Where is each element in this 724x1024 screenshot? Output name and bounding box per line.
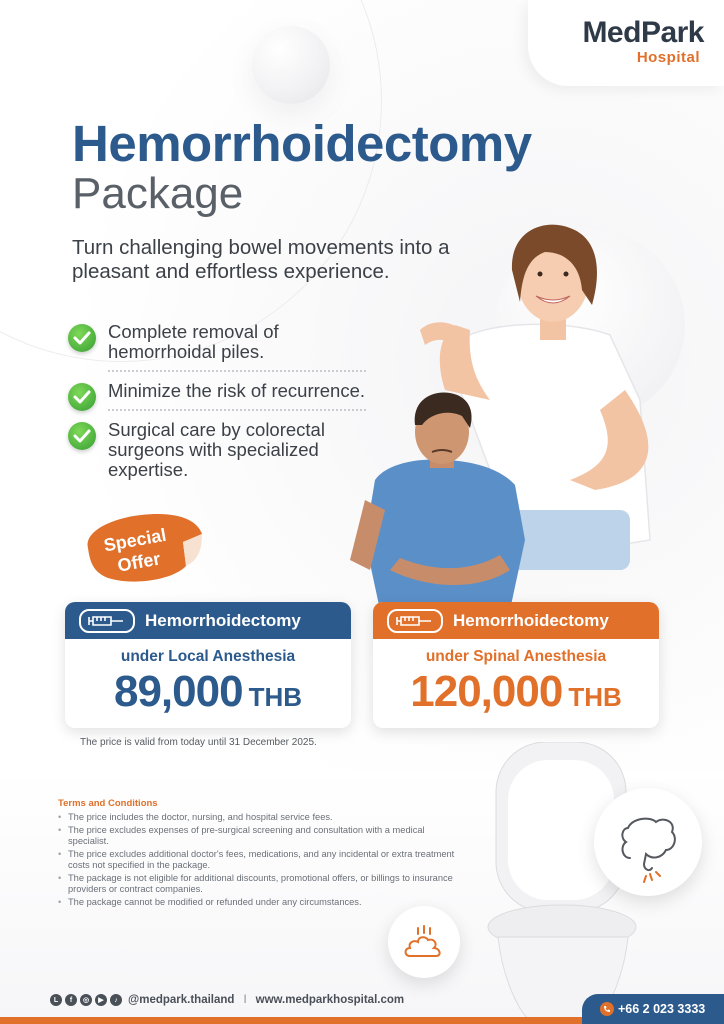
check-icon: [68, 324, 96, 352]
terms-item: • The price includes the doctor, nursing, and hospital service fees.: [58, 812, 458, 824]
dotted-divider: [108, 409, 366, 411]
price-card-local[interactable]: [65, 602, 351, 728]
feature-list: [68, 322, 378, 480]
feature-item: [68, 420, 378, 480]
terms-item: • The price excludes additional doctor's fees, medications, and any incidental or extra treatment costs not specified in the package.: [58, 849, 458, 872]
phone-number: +66 2 023 3333: [618, 1002, 706, 1016]
feature-text: Complete removal of hemorrhoidal piles.: [108, 321, 279, 362]
price-card-spinal[interactable]: [373, 602, 659, 728]
offer-line-2: Offer: [116, 548, 162, 576]
stool-icon: [388, 906, 460, 978]
line-icon[interactable]: L: [50, 994, 62, 1006]
dotted-divider: [108, 370, 366, 372]
logo-wordmark: MedPark: [582, 16, 704, 49]
tiktok-icon[interactable]: ♪: [110, 994, 122, 1006]
decorative-sphere: [252, 26, 330, 104]
package-name: Hemorrhoidectomy: [453, 610, 609, 630]
patients-illustration: [340, 210, 724, 610]
logo-subtitle: Hospital: [636, 49, 700, 66]
footer-separator: I: [243, 994, 247, 1006]
logo-block[interactable]: [528, 0, 724, 86]
syringe-icon: [387, 609, 443, 633]
feature-item: [68, 381, 378, 401]
special-offer-badge: [78, 508, 206, 588]
instagram-icon[interactable]: ◎: [80, 994, 92, 1006]
package-name: Hemorrhoidectomy: [145, 610, 301, 630]
colon-bubble: [594, 788, 702, 896]
page-subtitle: Package: [72, 169, 244, 218]
feature-text: Minimize the risk of recurrence.: [108, 380, 366, 401]
facebook-icon[interactable]: f: [65, 994, 77, 1006]
package-price: [65, 667, 351, 719]
terms-item: • The package cannot be modified or refunded under any circumstances.: [58, 897, 458, 909]
terms-section: [58, 798, 458, 909]
social-handle[interactable]: @medpark.thailand: [128, 994, 235, 1006]
youtube-icon[interactable]: ▶: [95, 994, 107, 1006]
package-price: [373, 667, 659, 719]
check-icon: [68, 383, 96, 411]
card-header: [65, 602, 351, 639]
price-currency: THB: [248, 682, 302, 712]
price-value: 120,000: [410, 667, 563, 716]
website-link[interactable]: www.medparkhospital.com: [255, 994, 405, 1006]
terms-item: • The price excludes expenses of pre-surgical screening and consultation with a medical specialist.: [58, 825, 458, 848]
anesthesia-label: under Local Anesthesia: [120, 648, 296, 665]
colon-icon: [594, 788, 702, 896]
offer-line-1: Special: [102, 524, 168, 556]
phone-contact[interactable]: [582, 994, 724, 1024]
footer-contacts: [50, 994, 404, 1006]
price-currency: THB: [568, 682, 622, 712]
tagline: Turn challenging bowel movements into a pleasant and effortless experience.: [72, 236, 450, 283]
terms-title: Terms and Conditions: [58, 798, 158, 809]
terms-item: • The package is not eligible for additional discounts, promotional offers, or billings to insurance providers or contract companies.: [58, 873, 458, 896]
feature-item: [68, 322, 378, 362]
terms-list: [58, 812, 458, 908]
page-title: Hemorrhoidectomy: [72, 115, 532, 172]
check-icon: [68, 422, 96, 450]
phone-icon: [600, 1002, 614, 1016]
syringe-icon: [79, 609, 135, 633]
feature-text: Surgical care by colorectal surgeons with specialized expertise.: [108, 419, 325, 480]
anesthesia-label: under Spinal Anesthesia: [425, 648, 607, 665]
card-header: [373, 602, 659, 639]
validity-note: The price is valid from today until 31 December 2025.: [80, 737, 317, 748]
price-value: 89,000: [113, 667, 243, 716]
poop-bubble: [388, 906, 460, 978]
